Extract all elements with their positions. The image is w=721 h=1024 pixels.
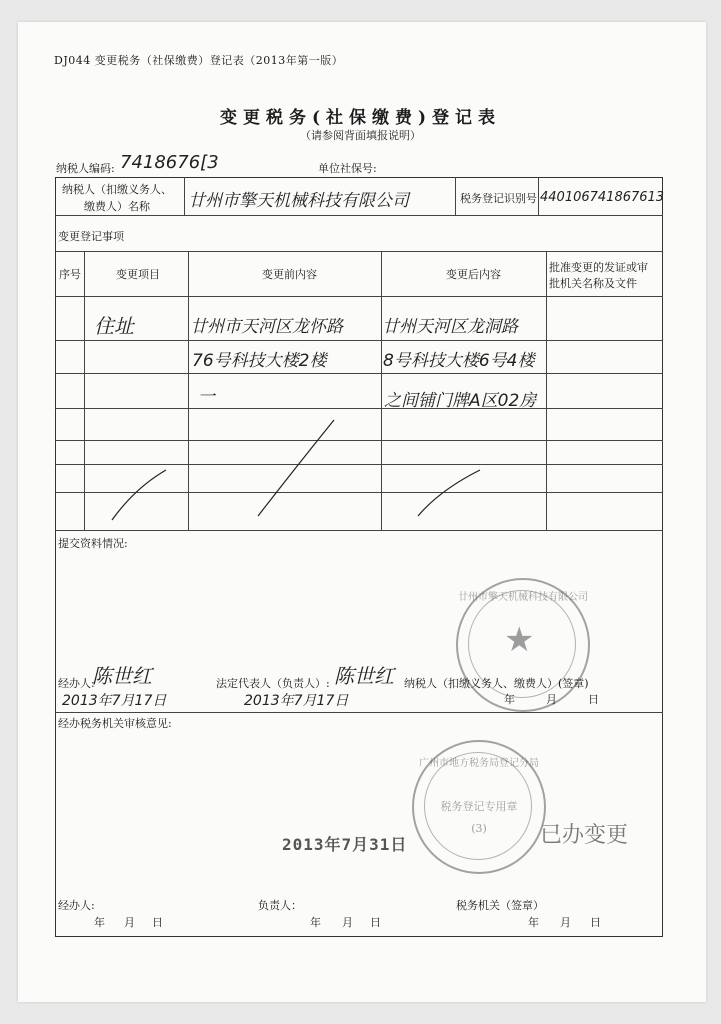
strike-mark-item xyxy=(112,470,166,520)
date-stamp: 2013年7月31日 xyxy=(282,835,408,854)
footer-tax-office-year: 年 xyxy=(528,916,539,929)
submitted-label: 提交资料情况: xyxy=(58,537,128,550)
change-section-label: 变更登记事项 xyxy=(58,230,124,243)
header-approval-2: 批机关名称及文件 xyxy=(549,277,637,290)
header-approval-1: 批准变更的发证或审 xyxy=(549,261,648,274)
tax-seal-center-text: 税务登记专用章 xyxy=(440,800,518,813)
taxpayer-name-value: 廿州市擎天机械科技有限公司 xyxy=(188,191,409,211)
row1-before: 廿州市天河区龙怀路 xyxy=(190,317,343,337)
row2-before: 76号科技大楼2楼 xyxy=(192,351,327,371)
row1-after: 廿州天河区龙洞路 xyxy=(382,317,518,337)
tax-seal-ring-text: 广州市地方税务局登记分局 xyxy=(419,758,539,769)
done-stamp: 已办变更 xyxy=(540,823,629,848)
footer-responsible-label: 负责人： xyxy=(258,899,302,912)
legal-rep-label: 法定代表人（负责人）: xyxy=(216,677,330,690)
handler-label: 经办人: xyxy=(58,677,95,690)
footer-responsible-year: 年 xyxy=(310,916,321,929)
social-no-label: 单位社保号: xyxy=(318,162,377,175)
form-code: DJ044 变更税务（社保缴费）登记表（2013年第一版） xyxy=(54,54,344,67)
legal-rep-signature: 陈世红 xyxy=(334,664,394,688)
tax-review-label: 经办税务机关审核意见: xyxy=(58,717,172,730)
row2-after: 8号科技大楼6号4楼 xyxy=(383,351,535,371)
header-item: 变更项目 xyxy=(116,268,160,281)
header-after: 变更后内容 xyxy=(446,268,501,281)
seal-star-icon: ★ xyxy=(504,620,535,660)
legal-rep-date: 2013年7月17日 xyxy=(244,693,349,709)
taxpayer-date-year: 年 xyxy=(504,693,515,706)
footer-handler-year: 年 xyxy=(94,916,105,929)
tax-office-seal xyxy=(412,740,546,874)
footer-tax-office-month: 月 xyxy=(560,916,571,929)
strike-mark-before xyxy=(258,420,334,516)
reg-id-value: 440106741867613 xyxy=(540,190,665,205)
taxpayer-date-month: 月 xyxy=(546,693,557,706)
row3-before: 一 xyxy=(198,387,215,407)
taxpayer-name-label-1: 纳税人（扣缴义务人、 xyxy=(62,183,172,196)
form-subtitle: （请参阅背面填报说明） xyxy=(300,129,421,142)
taxpayer-no-value: 7418676[3 xyxy=(120,152,219,173)
header-before: 变更前内容 xyxy=(262,268,317,281)
footer-tax-office-label: 税务机关（签章） xyxy=(456,899,544,912)
taxpayer-date-day: 日 xyxy=(588,693,599,706)
row1-item: 住址 xyxy=(94,314,134,338)
form-title: 变更税务(社保缴费)登记表 xyxy=(219,108,502,128)
company-seal-text: 廿州市擎天机械科技有限公司 xyxy=(458,592,588,603)
taxpayer-name-label-2: 缴费人）名称 xyxy=(84,200,150,213)
handler-signature: 陈世红 xyxy=(92,664,152,688)
taxpayer-no-label: 纳税人编码: xyxy=(56,162,115,175)
footer-handler-day: 日 xyxy=(152,916,163,929)
header-seq: 序号 xyxy=(59,268,81,281)
handler-date: 2013年7月17日 xyxy=(62,693,167,709)
company-seal xyxy=(456,578,590,712)
footer-responsible-day: 日 xyxy=(370,916,381,929)
taxpayer-seal-label: 纳税人（扣缴义务人、缴费人）(签章) xyxy=(404,677,589,690)
row3-after: 之间铺门牌A区02房 xyxy=(384,391,537,411)
footer-tax-office-day: 日 xyxy=(590,916,601,929)
footer-responsible-month: 月 xyxy=(342,916,353,929)
reg-id-label: 税务登记识别号 xyxy=(460,192,537,205)
tax-seal-code: (3) xyxy=(471,822,487,835)
strike-mark-after xyxy=(418,470,480,516)
footer-handler-month: 月 xyxy=(124,916,135,929)
footer-handler-label: 经办人: xyxy=(58,899,95,912)
